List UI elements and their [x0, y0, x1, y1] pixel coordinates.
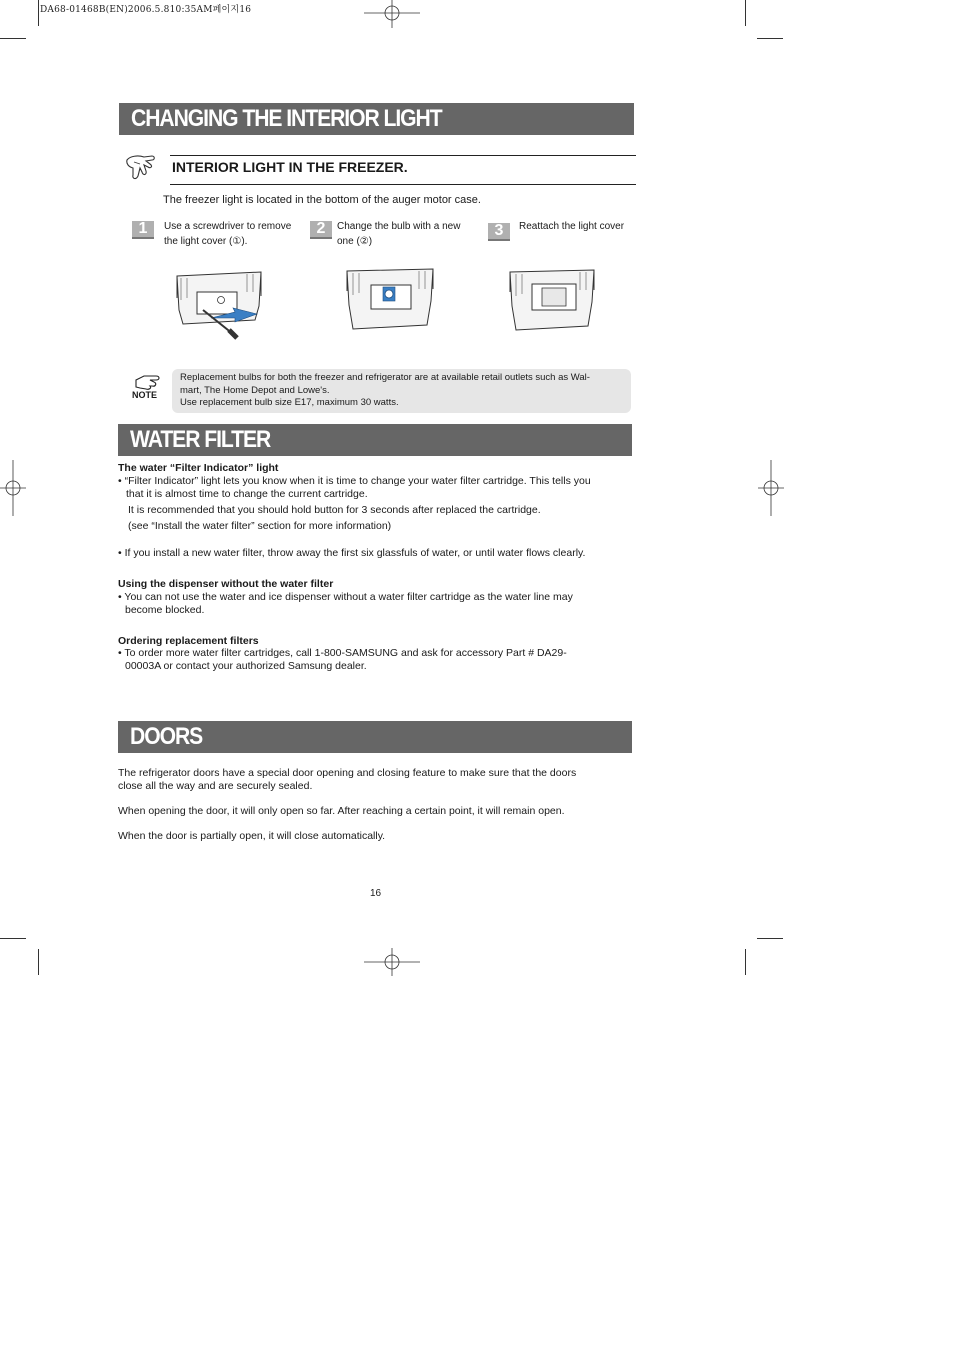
- ordering-heading: Ordering replacement filters: [118, 635, 259, 647]
- registration-mark-bottom: [364, 948, 420, 978]
- interior-light-banner: CHANGING THE INTERIOR LIGHT: [119, 103, 634, 135]
- interior-light-subhead: INTERIOR LIGHT IN THE FREEZER.: [172, 159, 408, 175]
- step-3-text: Reattach the light cover: [519, 221, 625, 232]
- step-2-illustration: [345, 267, 435, 333]
- registration-mark-left: [0, 460, 26, 516]
- subhead-rule-top: [170, 155, 636, 156]
- doors-paragraph-2: When opening the door, it will only open so far. After reaching a certain point, it will remain open.: [118, 805, 565, 817]
- doors-paragraph-1: The refrigerator doors have a special door opening and closing feature to make sure that the doors close all the way and are securely sealed.: [118, 767, 577, 792]
- registration-mark-top: [364, 0, 420, 30]
- water-filter-banner: WATER FILTER: [118, 424, 632, 456]
- step-1-illustration: [175, 270, 265, 342]
- print-header-code: DA68-01468B(EN)2006.5.810:35AM페이지16: [40, 5, 252, 15]
- step-3-number: 3: [488, 223, 510, 239]
- step-1-text: Use a screwdriver to remove the light cover (①).: [164, 221, 292, 247]
- step-2-number: 2: [310, 221, 332, 237]
- interior-light-intro: The freezer light is located in the bottom of the auger motor case.: [163, 194, 481, 206]
- subhead-rule-bottom: [170, 184, 636, 185]
- note-hand-icon: [134, 373, 164, 391]
- step-2-text: Change the bulb with a new one (②): [337, 221, 461, 247]
- page-number: 16: [370, 888, 382, 899]
- filter-indicator-heading: The water “Filter Indicator” light: [118, 462, 279, 474]
- ordering-paragraph: • To order more water filter cartridges, call 1-800-SAMSUNG and ask for accessory Part # DA29- 00003A or contact your authorized Samsung dealer.: [118, 647, 567, 672]
- new-filter-paragraph: • If you install a new water filter, throw away the first six glassfuls of water, or until water flows clearly.: [118, 547, 586, 559]
- hand-pointer-icon: [124, 152, 158, 184]
- step-1-number: 1: [132, 221, 154, 237]
- note-label: NOTE: [132, 390, 158, 400]
- step-3-illustration: [508, 268, 596, 334]
- filter-indicator-paragraph: • “Filter Indicator” light lets you know when it is time to change your water filter cartridge. This tells you that it is almost time to change the current cartridge. It is recommended that you should hold button for 3 seconds after replaced the cartridge. (see “Install the water filter” section for more information): [118, 475, 591, 532]
- doors-paragraph-3: When the door is partially open, it will close automatically.: [118, 830, 386, 842]
- note-box: Replacement bulbs for both the freezer and refrigerator are at available retail outlets such as Wal- mart, The Home Depot and Lowe's. Use replacement bulb size E17, maximum 30 watts.: [172, 369, 631, 413]
- dispenser-paragraph: • You can not use the water and ice dispenser without a water filter cartridge as the water line may become blocked.: [118, 591, 573, 616]
- registration-mark-right: [758, 460, 784, 516]
- doors-banner: DOORS: [118, 721, 632, 753]
- dispenser-heading: Using the dispenser without the water filter: [118, 578, 334, 590]
